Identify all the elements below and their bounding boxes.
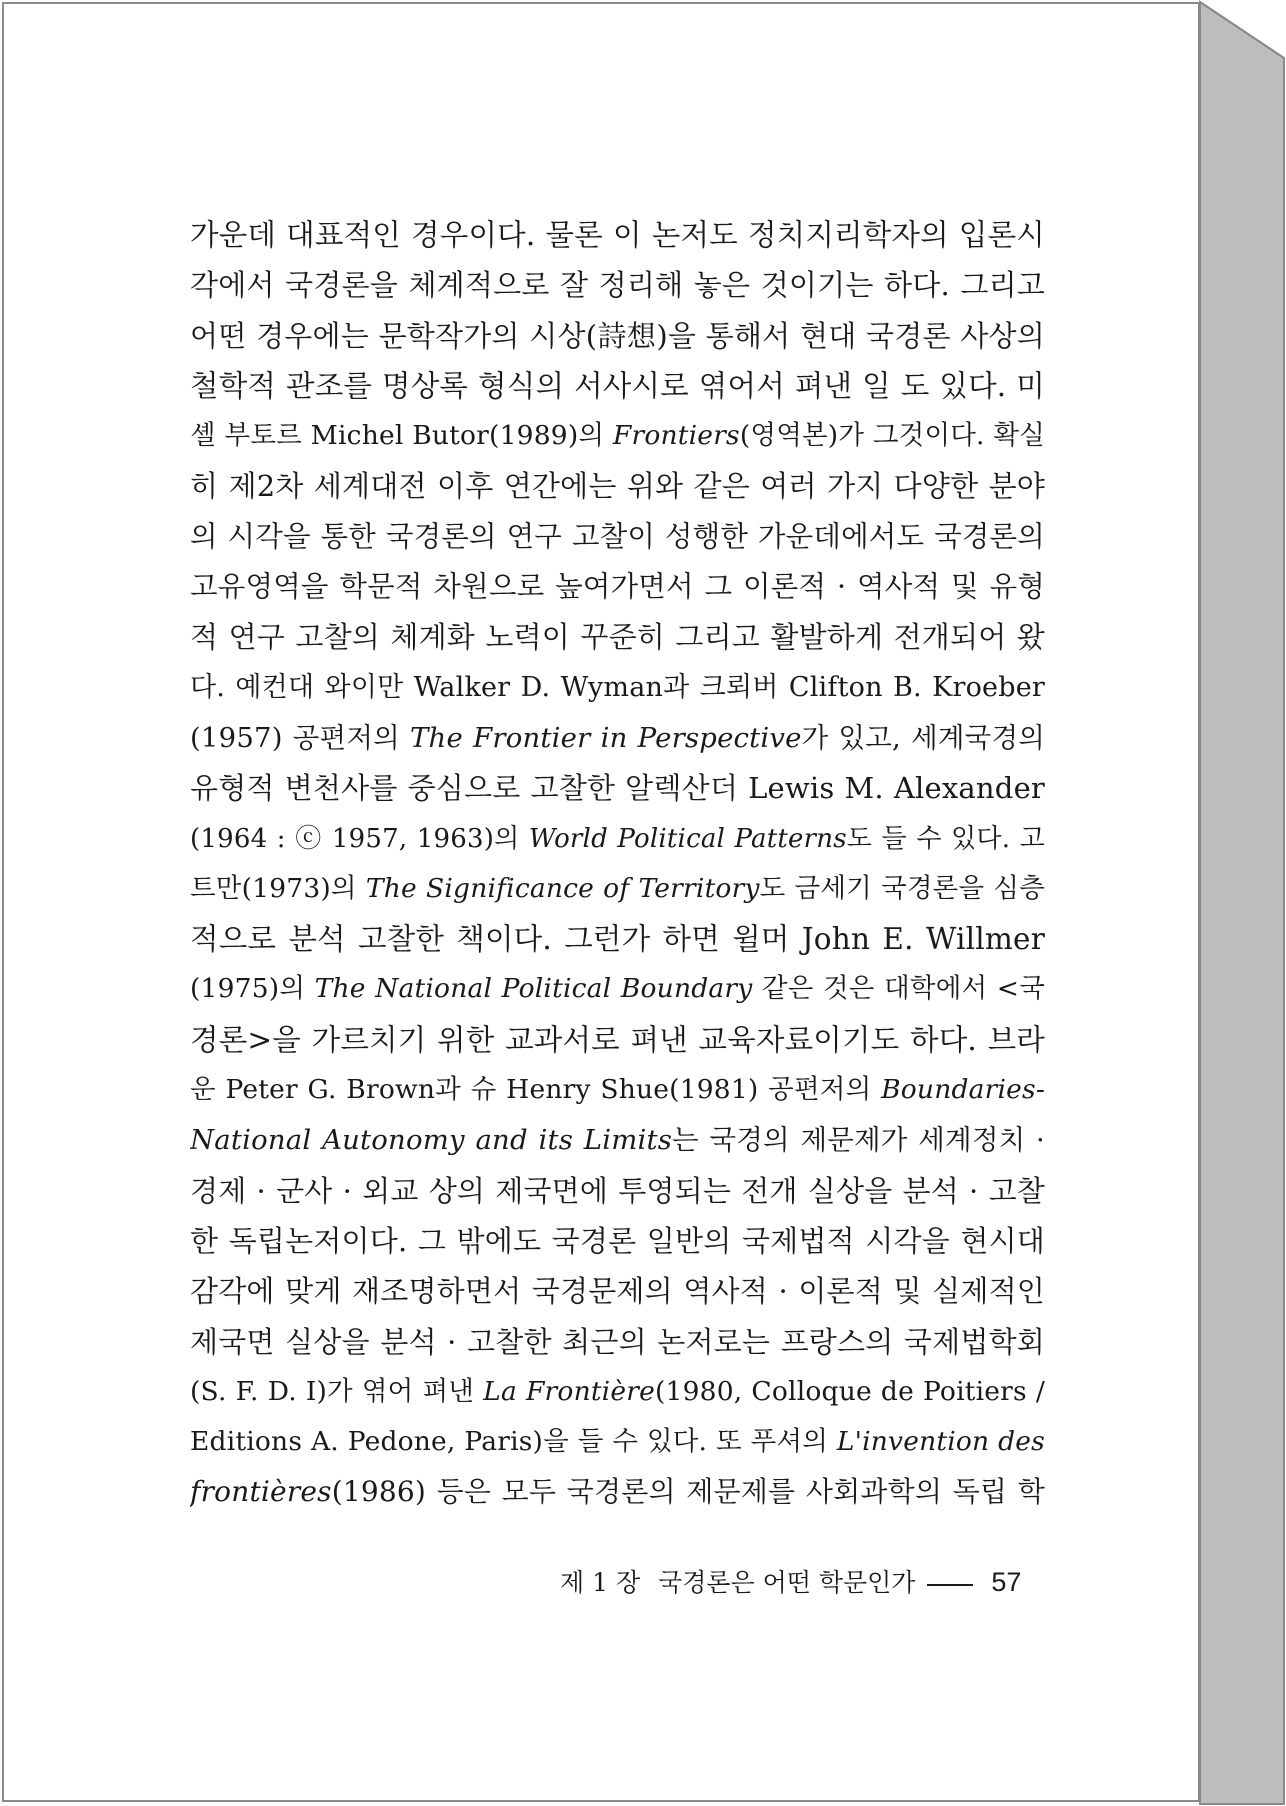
text-line [190,1115,1045,1165]
text-segment: 적으로 분석 고찰한 책이다. 그런가 하면 윌머 John E. Willmer [190,922,1045,957]
text-segment: 히 제2차 세계대전 이후 연간에는 위와 같은 여러 가지 다양한 분야 [190,469,1045,504]
text-segment: (1964 : ⓒ 1957, 1963)의 [190,823,529,854]
text-segment: 제국면 실상을 분석 · 고찰한 최근의 논저로는 프랑스의 국제법학회 [190,1324,1045,1359]
text-segment: 경제 · 군사 · 외교 상의 제국면에 투영되는 전개 실상을 분석 · 고찰 [190,1173,1045,1208]
italic-title: The Significance of Territory [365,872,760,904]
text-segment: 같은 것은 대학에서 <국 [752,973,1045,1005]
italic-title: The Frontier in Perspective [410,721,802,754]
text-segment: 고유영역을 학문적 차원으로 높여가면서 그 이론적 · 역사적 및 유형 [190,570,1045,604]
text-line [190,864,1045,914]
text-segment: 트만(1973)의 [190,872,366,904]
text-segment: 적 연구 고찰의 체계화 노력이 꾸준히 그리고 활발하게 전개되어 왔 [190,620,1045,655]
italic-title: La Frontière [483,1375,655,1407]
text-segment: 각에서 국경론을 체계적으로 잘 정리해 놓은 것이기는 하다. 그리고 [190,268,1045,303]
text-segment: (S. F. D. I)가 엮어 펴낸 [190,1375,484,1407]
text-segment: 한 독립논저이다. 그 밖에도 국경론 일반의 국제법적 시각을 현시대 [190,1223,1045,1258]
text-line [190,1266,1045,1316]
text-line [190,1367,1045,1417]
text-line [190,612,1045,662]
italic-title: National Autonomy and its Limits [190,1124,673,1157]
running-footer [560,1562,1020,1602]
text-line [190,361,1045,411]
text-segment: 운 Peter G. Brown과 슈 Henry Shue(1981) 공편저의 [190,1074,882,1106]
footer-rule [927,1584,973,1586]
text-line [190,1065,1045,1115]
text-line [190,1216,1045,1266]
text-line [190,1015,1045,1065]
text-line [190,260,1045,310]
text-segment: 어떤 경우에는 문학작가의 시상(詩想)을 통해서 현대 국경론 사상의 [190,318,1045,353]
text-segment: 도 들 수 있다. 고 [846,823,1045,854]
text-segment: 감각에 맞게 재조명하면서 국경문제의 역사적 · 이론적 및 실제적인 [190,1274,1045,1309]
text-line [190,411,1045,461]
text-segment: Editions A. Pedone, Paris)을 들 수 있다. 또 푸셔의 [190,1426,837,1458]
text-line [190,814,1045,864]
italic-title: Boundaries- [881,1074,1045,1106]
text-segment: (1975)의 [190,973,315,1005]
text-segment: 다. 예컨대 와이만 Walker D. Wyman과 크뢰버 Clifton B. Kroeber [190,671,1045,703]
body-text [190,210,1045,1518]
text-segment: 유형적 변천사를 중심으로 고찰한 알렉산더 Lewis M. Alexander [190,771,1045,806]
text-line [190,964,1045,1014]
text-segment: 셸 부토르 Michel Butor(1989)의 [190,420,613,452]
text-segment: (1986) 등은 모두 국경론의 제문제를 사회과학의 독립 학 [331,1475,1045,1509]
chapter-title: 국경론은 어떤 학문인가 [658,1568,916,1597]
text-line [190,663,1045,713]
text-segment: (1980, Colloque de Poitiers / [655,1375,1045,1407]
italic-title: The National Political Boundary [314,973,753,1005]
text-line [190,1417,1045,1467]
text-segment: (영역본)가 그것이다. 확실 [739,420,1045,452]
text-segment: 철학적 관조를 명상록 형식의 서사시로 엮어서 펴낸 일 도 있다. 미 [190,368,1045,403]
text-line [190,512,1045,562]
text-line [190,914,1045,964]
text-line [190,713,1045,763]
text-segment: 도 금세기 국경론을 심층 [759,872,1045,904]
page-number: 57 [991,1567,1022,1597]
text-line [190,763,1045,813]
italic-title: World Political Patterns [528,823,847,854]
text-line [190,1166,1045,1216]
text-line [190,210,1045,260]
italic-title: L'invention des [836,1426,1045,1458]
text-line [190,562,1045,612]
text-segment: 가 있고, 세계국경의 [801,721,1045,754]
text-segment: 의 시각을 통한 국경론의 연구 고찰이 성행한 가운데에서도 국경론의 [190,519,1045,553]
text-line [190,1467,1045,1517]
chapter-label: 제 1 장 [560,1568,641,1597]
text-segment: (1957) 공편저의 [190,721,411,754]
italic-title: frontières [190,1475,332,1509]
text-segment: 가운데 대표적인 경우이다. 물론 이 논저도 정치지리학자의 입론시 [190,218,1045,252]
text-line [190,1317,1045,1367]
text-segment: 경론>을 가르치기 위한 교과서로 펴낸 교육자료이기도 하다. 브라 [190,1022,1045,1057]
italic-title: Frontiers [612,420,740,452]
text-segment: 는 국경의 제문제가 세계정치 · [672,1124,1045,1157]
text-line [190,311,1045,361]
text-line [190,461,1045,511]
